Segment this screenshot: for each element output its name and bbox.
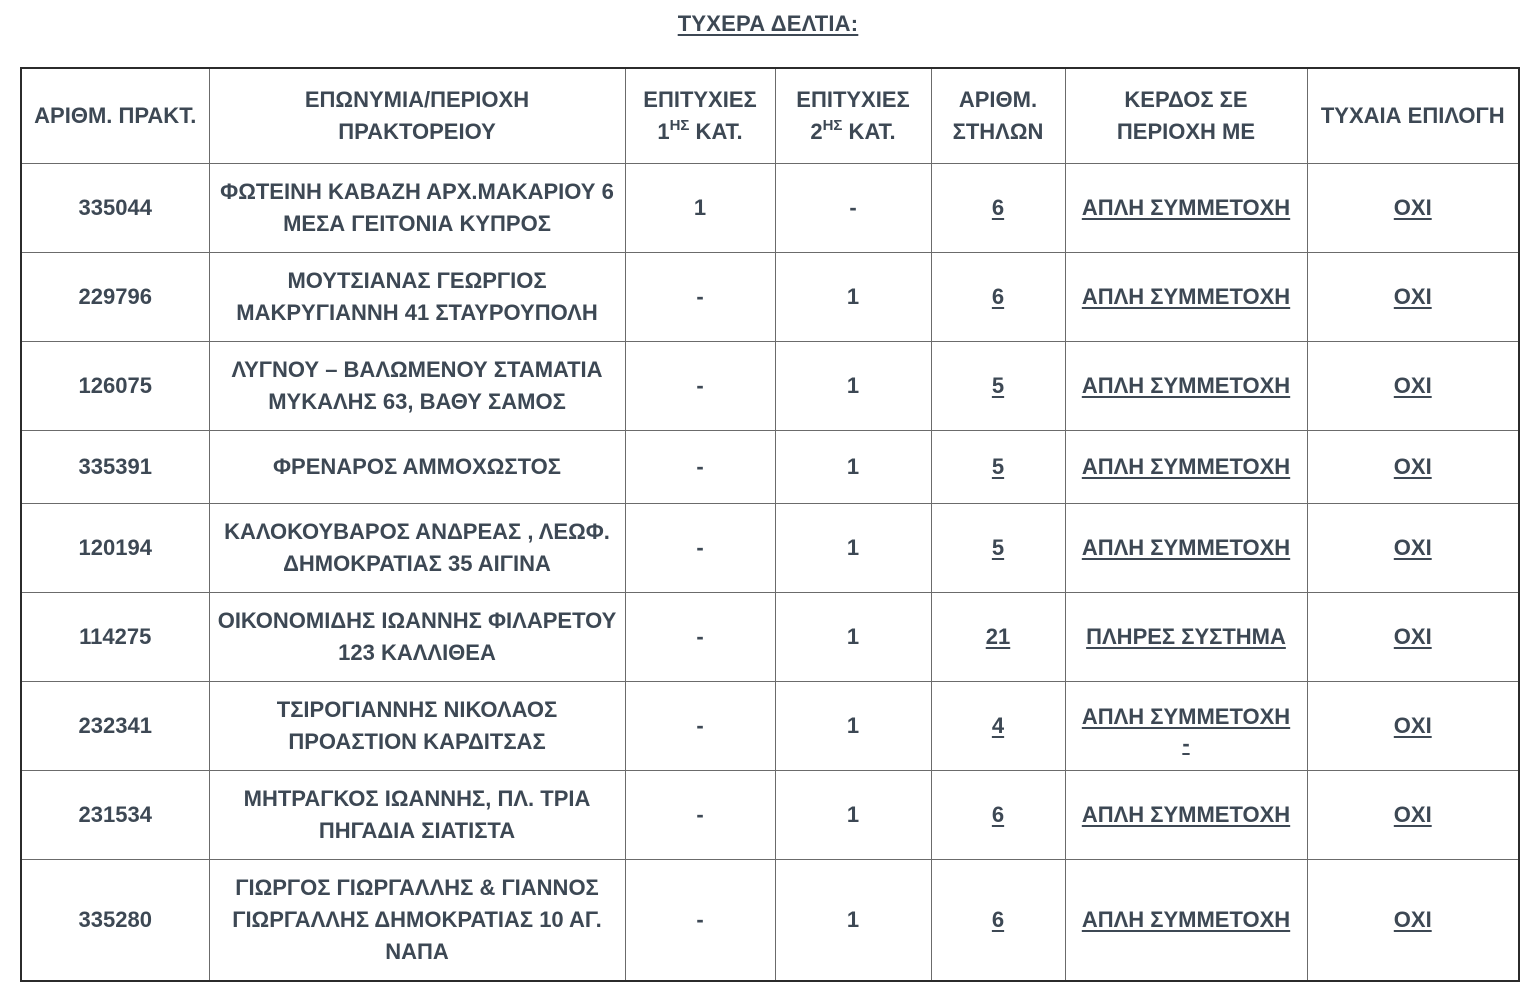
first-category-wins-cell: - — [625, 593, 775, 682]
random-pick-cell[interactable] — [1307, 431, 1519, 504]
second-category-wins-cell: - — [775, 164, 931, 253]
columns-count-link[interactable]: 6 — [991, 907, 1005, 932]
win-type-cell[interactable] — [1065, 771, 1307, 860]
table-row — [21, 860, 1519, 982]
win-type-link[interactable]: ΑΠΛΗ ΣΥΜΜΕΤΟΧΗ — [1081, 195, 1291, 220]
first-category-wins-cell: 1 — [625, 164, 775, 253]
first-category-wins-cell: - — [625, 431, 775, 504]
columns-count-cell[interactable] — [931, 342, 1065, 431]
second-category-wins-cell: 1 — [775, 253, 931, 342]
agency-number-cell: 231534 — [21, 771, 209, 860]
random-pick-link[interactable]: ΟΧΙ — [1393, 907, 1432, 932]
agency-name-cell: ΦΩΤΕΙΝΗ ΚΑΒΑΖΗ ΑΡΧ.ΜΑΚΑΡΙΟΥ 6 ΜΕΣΑ ΓΕΙΤΟΝΙΑ ΚΥΠΡΟΣ — [209, 164, 625, 253]
table-row — [21, 342, 1519, 431]
random-pick-link[interactable]: ΟΧΙ — [1393, 713, 1432, 738]
agency-number-cell: 335391 — [21, 431, 209, 504]
table-row — [21, 431, 1519, 504]
columns-count-cell[interactable] — [931, 431, 1065, 504]
agency-number-cell: 232341 — [21, 682, 209, 771]
columns-count-cell[interactable] — [931, 504, 1065, 593]
table-row — [21, 771, 1519, 860]
agency-name-cell: ΤΣΙΡΟΓΙΑΝΝΗΣ ΝΙΚΟΛΑΟΣ ΠΡΟΑΣΤΙΟΝ ΚΑΡΔΙΤΣΑΣ — [209, 682, 625, 771]
columns-count-cell[interactable] — [931, 860, 1065, 982]
columns-count-link[interactable]: 6 — [991, 284, 1005, 309]
win-type-cell[interactable] — [1065, 164, 1307, 253]
win-type-cell[interactable] — [1065, 431, 1307, 504]
random-pick-cell[interactable] — [1307, 253, 1519, 342]
table-row — [21, 164, 1519, 253]
header-agency-name: ΕΠΩΝΥΜΙΑ/ΠΕΡΙΟΧΗ ΠΡΑΚΤΟΡΕΙΟΥ — [209, 68, 625, 164]
header-agency-number: ΑΡΙΘΜ. ΠΡΑΚΤ. — [21, 68, 209, 164]
second-category-wins-cell: 1 — [775, 860, 931, 982]
win-type-link[interactable]: ΑΠΛΗ ΣΥΜΜΕΤΟΧΗ — [1081, 704, 1291, 729]
columns-count-link[interactable]: 5 — [991, 454, 1005, 479]
second-category-wins-cell: 1 — [775, 431, 931, 504]
random-pick-link[interactable]: ΟΧΙ — [1393, 535, 1432, 560]
agency-number-cell: 229796 — [21, 253, 209, 342]
random-pick-cell[interactable] — [1307, 504, 1519, 593]
table-row — [21, 253, 1519, 342]
columns-count-link[interactable]: 4 — [991, 713, 1005, 738]
columns-count-link[interactable]: 6 — [991, 195, 1005, 220]
win-type-link[interactable]: ΑΠΛΗ ΣΥΜΜΕΤΟΧΗ — [1081, 907, 1291, 932]
first-category-wins-cell: - — [625, 342, 775, 431]
columns-count-cell[interactable] — [931, 253, 1065, 342]
agency-name-cell: ΜΗΤΡΑΓΚΟΣ ΙΩΑΝΝΗΣ, ΠΛ. ΤΡΙΑ ΠΗΓΑΔΙΑ ΣΙΑΤΙΣΤΑ — [209, 771, 625, 860]
random-pick-link[interactable]: ΟΧΙ — [1393, 624, 1432, 649]
win-type-cell[interactable] — [1065, 593, 1307, 682]
second-category-wins-cell: 1 — [775, 682, 931, 771]
win-type-cell[interactable] — [1065, 682, 1307, 771]
agency-number-cell: 335280 — [21, 860, 209, 982]
win-type-link[interactable]: ΑΠΛΗ ΣΥΜΜΕΤΟΧΗ — [1081, 373, 1291, 398]
first-category-wins-cell: - — [625, 682, 775, 771]
header-second-category-wins: ΕΠΙΤΥΧΙΕΣ $2^{H\Sigma}$ ΚΑΤ. — [775, 68, 931, 164]
random-pick-cell[interactable] — [1307, 593, 1519, 682]
random-pick-link[interactable]: ΟΧΙ — [1393, 195, 1432, 220]
second-category-wins-cell: 1 — [775, 504, 931, 593]
agency-number-cell: 120194 — [21, 504, 209, 593]
first-category-wins-cell: - — [625, 860, 775, 982]
header-random-pick: ΤΥΧΑΙΑ ΕΠΙΛΟΓΗ — [1307, 68, 1519, 164]
table-row — [21, 504, 1519, 593]
agency-name-cell: ΚΑΛΟΚΟΥΒΑΡΟΣ ΑΝΔΡΕΑΣ , ΛΕΩΦ. ΔΗΜΟΚΡΑΤΙΑΣ 35 ΑΙΓΙΝΑ — [209, 504, 625, 593]
win-type-link[interactable]: ΑΠΛΗ ΣΥΜΜΕΤΟΧΗ — [1081, 802, 1291, 827]
first-category-wins-cell: - — [625, 504, 775, 593]
header-row — [21, 68, 1519, 164]
header-columns-count: ΑΡΙΘΜ. ΣΤΗΛΩΝ — [931, 68, 1065, 164]
random-pick-cell[interactable] — [1307, 860, 1519, 982]
random-pick-cell[interactable] — [1307, 342, 1519, 431]
agency-name-cell: ΜΟΥΤΣΙΑΝΑΣ ΓΕΩΡΓΙΟΣ ΜΑΚΡΥΓΙΑΝΝΗ 41 ΣΤΑΥΡΟΥΠΟΛΗ — [209, 253, 625, 342]
table-body — [21, 164, 1519, 982]
header-win-type: ΚΕΡΔΟΣ ΣΕ ΠΕΡΙΟΧΗ ΜΕ — [1065, 68, 1307, 164]
columns-count-cell[interactable] — [931, 771, 1065, 860]
agency-name-cell: ΛΥΓΝΟΥ – ΒΑΛΩΜΕΝΟΥ ΣΤΑΜΑΤΙΑ ΜΥΚΑΛΗΣ 63, ΒΑΘΥ ΣΑΜΟΣ — [209, 342, 625, 431]
columns-count-cell[interactable] — [931, 593, 1065, 682]
random-pick-link[interactable]: ΟΧΙ — [1393, 454, 1432, 479]
second-category-wins-cell: 1 — [775, 771, 931, 860]
win-type-cell[interactable] — [1065, 253, 1307, 342]
first-category-wins-cell: - — [625, 253, 775, 342]
winning-tickets-table — [20, 67, 1520, 982]
agency-number-cell: 126075 — [21, 342, 209, 431]
agency-name-cell: ΟΙΚΟΝΟΜΙΔΗΣ ΙΩΑΝΝΗΣ ΦΙΛΑΡΕΤΟΥ 123 ΚΑΛΛΙΘΕΑ — [209, 593, 625, 682]
agency-name-cell: ΦΡΕΝΑΡΟΣ ΑΜΜΟΧΩΣΤΟΣ — [209, 431, 625, 504]
page-title: ΤΥΧΕΡΑ ΔΕΛΤΙΑ: — [677, 11, 859, 36]
win-type-cell[interactable] — [1065, 342, 1307, 431]
second-category-wins-cell: 1 — [775, 342, 931, 431]
random-pick-cell[interactable] — [1307, 771, 1519, 860]
header-first-category-wins: ΕΠΙΤΥΧΙΕΣ $1^{H\Sigma}$ ΚΑΤ. — [625, 68, 775, 164]
random-pick-cell[interactable] — [1307, 164, 1519, 253]
win-type-link[interactable]: ΑΠΛΗ ΣΥΜΜΕΤΟΧΗ — [1081, 535, 1291, 560]
random-pick-link[interactable]: ΟΧΙ — [1393, 373, 1432, 398]
second-category-wins-cell: 1 — [775, 593, 931, 682]
random-pick-link[interactable]: ΟΧΙ — [1393, 284, 1432, 309]
columns-count-link[interactable]: 21 — [985, 624, 1011, 649]
table-row — [21, 682, 1519, 771]
random-pick-link[interactable]: ΟΧΙ — [1393, 802, 1432, 827]
columns-count-cell[interactable] — [931, 682, 1065, 771]
agency-number-cell: 335044 — [21, 164, 209, 253]
win-type-link[interactable]: ΑΠΛΗ ΣΥΜΜΕΤΟΧΗ — [1081, 454, 1291, 479]
agency-number-cell: 114275 — [21, 593, 209, 682]
columns-count-link[interactable]: 5 — [991, 535, 1005, 560]
win-type-link[interactable]: ΠΛΗΡΕΣ ΣΥΣΤΗΜΑ — [1086, 624, 1286, 649]
columns-count-link[interactable]: 6 — [991, 802, 1005, 827]
table-row — [21, 593, 1519, 682]
random-pick-cell[interactable] — [1307, 682, 1519, 771]
win-type-cell[interactable] — [1065, 860, 1307, 982]
agency-name-cell: ΓΙΩΡΓΟΣ ΓΙΩΡΓΑΛΛΗΣ & ΓΙΑΝΝΟΣ ΓΙΩΡΓΑΛΛΗΣ ΔΗΜΟΚΡΑΤΙΑΣ 10 ΑΓ. ΝΑΠΑ — [209, 860, 625, 982]
first-category-wins-cell: - — [625, 771, 775, 860]
columns-count-cell[interactable] — [931, 164, 1065, 253]
win-type-link[interactable]: ΑΠΛΗ ΣΥΜΜΕΤΟΧΗ — [1081, 284, 1291, 309]
win-type-cell[interactable] — [1065, 504, 1307, 593]
columns-count-link[interactable]: 5 — [991, 373, 1005, 398]
win-type-extra: - — [1182, 731, 1190, 756]
